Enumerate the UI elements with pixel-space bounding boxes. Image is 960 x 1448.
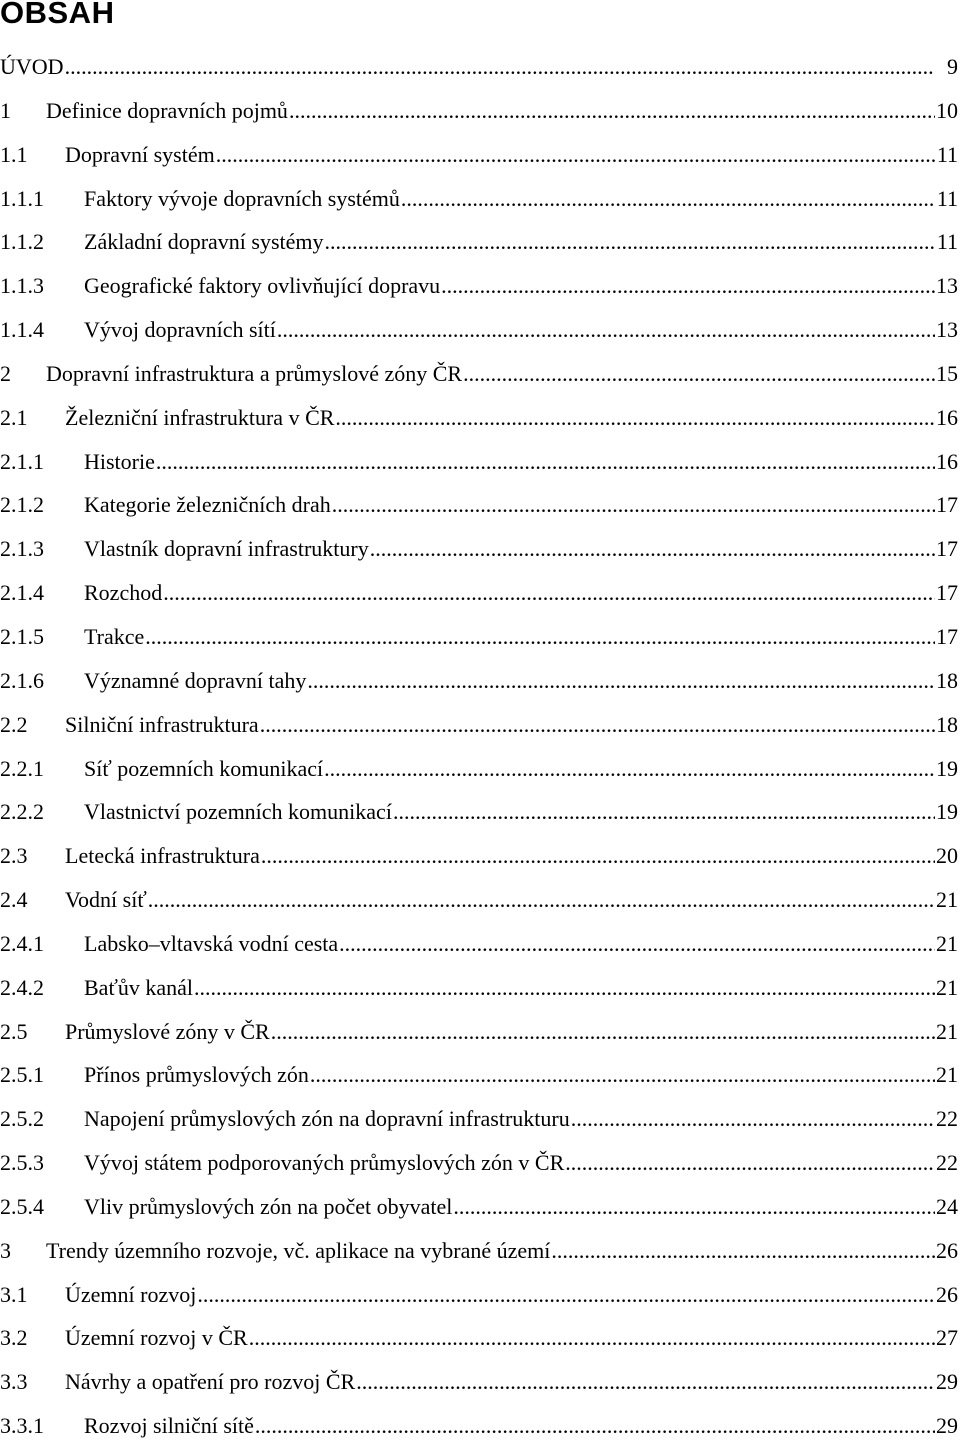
toc-entry-label[interactable]: Rozvoj silniční sítě <box>84 1413 254 1439</box>
toc-entry-number: 2.2.1 <box>0 755 44 781</box>
toc-entry[interactable] <box>0 747 960 791</box>
toc-entry-page-number[interactable]: 21 <box>936 930 958 956</box>
toc-entry-label[interactable]: Kategorie železničních drah <box>84 492 331 518</box>
dot-leader <box>148 878 935 922</box>
dot-leader <box>156 440 935 484</box>
toc-entry-page-number[interactable]: 21 <box>936 1018 958 1044</box>
toc-entry-number: 2.3 <box>0 843 28 869</box>
toc-entry-label[interactable]: Definice dopravních pojmů <box>46 97 288 123</box>
toc-entry-label[interactable]: Trakce <box>84 623 145 649</box>
toc-entry-number: 2.1.1 <box>0 448 44 474</box>
toc-entry[interactable] <box>0 703 960 747</box>
toc-entry[interactable] <box>0 1010 960 1054</box>
toc-entry-page-number[interactable]: 17 <box>936 536 958 562</box>
toc-entry-page-number[interactable]: 29 <box>936 1413 958 1439</box>
dot-leader <box>271 1010 935 1054</box>
toc-entry-number: 1.1 <box>0 141 28 167</box>
toc-entry-number: 1 <box>0 97 11 123</box>
toc-entry-number: 1.1.2 <box>0 229 44 255</box>
toc-entry-number: 2.4 <box>0 887 28 913</box>
toc-entry[interactable] <box>0 1229 960 1273</box>
dot-leader <box>441 264 935 308</box>
toc-entry[interactable] <box>0 1141 960 1185</box>
toc-entry-page-number[interactable]: 21 <box>936 887 958 913</box>
toc-entry[interactable] <box>0 1053 960 1097</box>
dot-leader <box>197 1273 935 1317</box>
toc-entry-page-number[interactable]: 17 <box>936 492 958 518</box>
toc-entry-number: 3.3 <box>0 1369 28 1395</box>
dot-leader <box>194 966 935 1010</box>
toc-entry-label[interactable]: Vývoj státem podporovaných průmyslových zón v ČR <box>84 1150 565 1176</box>
toc-entry[interactable] <box>0 440 960 484</box>
toc-entry[interactable] <box>0 45 960 89</box>
toc-entry-page-number[interactable]: 20 <box>936 843 958 869</box>
toc-entry-label[interactable]: Průmyslové zóny v ČR <box>65 1018 270 1044</box>
toc-entry-page-number[interactable]: 26 <box>936 1237 958 1263</box>
toc-entry-page-number[interactable]: 16 <box>936 448 958 474</box>
toc-entry-page-number[interactable]: 10 <box>936 97 958 123</box>
dot-leader <box>325 220 935 264</box>
toc-entry[interactable] <box>0 571 960 615</box>
toc-entry-page-number[interactable]: 17 <box>936 623 958 649</box>
dot-leader <box>289 89 935 133</box>
toc-entry-label[interactable]: Přínos průmyslových zón <box>84 1062 309 1088</box>
toc-entry[interactable] <box>0 352 960 396</box>
toc-entry-label[interactable]: Územní rozvoj <box>65 1281 197 1307</box>
toc-entry-page-number[interactable]: 16 <box>936 404 958 430</box>
toc-entry-number: 1.1.3 <box>0 273 44 299</box>
dot-leader <box>163 571 935 615</box>
toc-entry-number: 2.5.2 <box>0 1106 44 1132</box>
toc-entry-page-number[interactable]: 19 <box>936 755 958 781</box>
toc-entry-label[interactable]: Dopravní infrastruktura a průmyslové zóny ČR <box>46 360 463 386</box>
dot-leader <box>453 1185 935 1229</box>
toc-entry[interactable] <box>0 483 960 527</box>
toc-entry-label[interactable]: Vodní síť <box>65 887 147 913</box>
toc-entry-page-number[interactable]: 13 <box>936 317 958 343</box>
toc-entry-number: 2.4.2 <box>0 974 44 1000</box>
toc-entry-label[interactable]: Síť pozemních komunikací <box>84 755 324 781</box>
toc-entry-number: 3.3.1 <box>0 1413 44 1439</box>
toc-entry-number: 2.2 <box>0 711 28 737</box>
dot-leader <box>145 615 935 659</box>
dot-leader <box>307 659 935 703</box>
dot-leader <box>335 396 935 440</box>
toc-entry-label[interactable]: Významné dopravní tahy <box>84 667 307 693</box>
toc-entry[interactable] <box>0 1273 960 1317</box>
toc-entry-page-number[interactable]: 15 <box>936 360 958 386</box>
toc-entry[interactable] <box>0 659 960 703</box>
toc-entry-number: 2.5.4 <box>0 1193 44 1219</box>
toc-entry-label[interactable]: Dopravní systém <box>65 141 215 167</box>
toc-entry-label[interactable]: Vlastník dopravní infrastruktury <box>84 536 369 562</box>
toc-entry-number: 2.1.6 <box>0 667 44 693</box>
toc-entry-page-number[interactable]: 24 <box>936 1193 958 1219</box>
toc-entry-label[interactable]: Vlastnictví pozemních komunikací <box>84 799 392 825</box>
dot-leader <box>65 45 935 89</box>
dot-leader <box>393 790 935 834</box>
dot-leader <box>356 1360 935 1404</box>
toc-entry[interactable] <box>0 220 960 264</box>
toc-entry-number: 2.1.5 <box>0 623 44 649</box>
dot-leader <box>277 308 935 352</box>
toc-entry-page-number[interactable]: 18 <box>936 667 958 693</box>
toc-entry-page-number[interactable]: 18 <box>936 711 958 737</box>
toc-entry-number: 2.4.1 <box>0 930 44 956</box>
dot-leader <box>310 1053 935 1097</box>
toc-entry-page-number[interactable]: 9 <box>947 54 958 79</box>
dot-leader <box>255 1404 935 1448</box>
toc-entry[interactable] <box>0 177 960 221</box>
toc-entry[interactable] <box>0 834 960 878</box>
toc-entry-label[interactable]: Trendy územního rozvoje, vč. aplikace na vybrané území <box>46 1237 551 1263</box>
toc-entry-page-number[interactable]: 11 <box>936 185 958 211</box>
dot-leader <box>324 747 935 791</box>
dot-leader <box>339 922 935 966</box>
page-title: OBSAH <box>0 0 115 30</box>
toc-entry-page-number[interactable]: 22 <box>936 1150 958 1176</box>
toc-entry-label[interactable]: Silniční infrastruktura <box>65 711 259 737</box>
toc-entry-number: 1.1.4 <box>0 317 44 343</box>
toc-entry-label[interactable]: Geografické faktory ovlivňující dopravu <box>84 273 441 299</box>
toc-entry-label[interactable]: Faktory vývoje dopravních systémů <box>84 185 400 211</box>
toc-entry[interactable] <box>0 1097 960 1141</box>
dot-leader <box>463 352 935 396</box>
toc-entry-label[interactable]: Vliv průmyslových zón na počet obyvatel <box>84 1193 453 1219</box>
toc-entry-label[interactable]: Labsko–vltavská vodní cesta <box>84 930 339 956</box>
toc-entry-page-number[interactable]: 17 <box>936 580 958 606</box>
toc-entry-number: 2.2.2 <box>0 799 44 825</box>
toc-entry[interactable] <box>0 308 960 352</box>
dot-leader <box>249 1316 935 1360</box>
toc-entry-number: 2.1.4 <box>0 580 44 606</box>
toc-entry-number: 3.1 <box>0 1281 28 1307</box>
toc-entry-number: 1.1.1 <box>0 185 44 211</box>
toc-entry[interactable] <box>0 264 960 308</box>
toc-entry-page-number[interactable]: 19 <box>936 799 958 825</box>
table-of-contents <box>0 45 960 1448</box>
toc-entry-page-number[interactable]: 21 <box>936 1062 958 1088</box>
dot-leader <box>216 133 935 177</box>
dot-leader <box>260 703 935 747</box>
toc-entry-label[interactable]: Návrhy a opatření pro rozvoj ČR <box>65 1369 356 1395</box>
toc-entry[interactable] <box>0 1316 960 1360</box>
dot-leader <box>551 1229 935 1273</box>
toc-entry-page-number[interactable]: 26 <box>936 1281 958 1307</box>
toc-entry-label[interactable]: Napojení průmyslových zón na dopravní infrastrukturu <box>84 1106 570 1132</box>
dot-leader <box>261 834 935 878</box>
toc-entry-number: 3 <box>0 1237 11 1263</box>
toc-entry-label[interactable]: Železniční infrastruktura v ČR <box>65 404 335 430</box>
toc-entry-page-number[interactable]: 13 <box>936 273 958 299</box>
toc-entry-number: 2.1.2 <box>0 492 44 518</box>
toc-entry-number: 2.1 <box>0 404 28 430</box>
toc-entry-number: 3.2 <box>0 1325 28 1351</box>
dot-leader <box>565 1141 935 1185</box>
toc-entry-label[interactable]: Rozchod <box>84 580 163 606</box>
toc-entry[interactable] <box>0 790 960 834</box>
toc-entry[interactable] <box>0 527 960 571</box>
toc-entry-page-number[interactable]: 22 <box>936 1106 958 1132</box>
toc-entry[interactable] <box>0 966 960 1010</box>
toc-entry[interactable] <box>0 133 960 177</box>
toc-entry[interactable] <box>0 615 960 659</box>
toc-entry-label[interactable]: Vývoj dopravních sítí <box>84 317 276 343</box>
toc-entry-label[interactable]: ÚVOD <box>0 54 64 79</box>
toc-entry[interactable] <box>0 878 960 922</box>
toc-entry-label[interactable]: Základní dopravní systémy <box>84 229 324 255</box>
toc-entry-label[interactable]: Letecká infrastruktura <box>65 843 260 869</box>
toc-entry-page-number[interactable]: 11 <box>936 141 958 167</box>
toc-entry-number: 2 <box>0 360 11 386</box>
toc-entry[interactable] <box>0 922 960 966</box>
toc-entry-page-number[interactable]: 11 <box>936 229 958 255</box>
toc-entry-page-number[interactable]: 27 <box>936 1325 958 1351</box>
toc-entry-number: 2.1.3 <box>0 536 44 562</box>
dot-leader <box>571 1097 935 1141</box>
toc-entry[interactable] <box>0 1185 960 1229</box>
toc-entry[interactable] <box>0 1360 960 1404</box>
dot-leader <box>332 483 935 527</box>
toc-entry-label[interactable]: Baťův kanál <box>84 974 193 1000</box>
toc-entry-page-number[interactable]: 29 <box>936 1369 958 1395</box>
toc-entry-number: 2.5.3 <box>0 1150 44 1176</box>
toc-entry-number: 2.5 <box>0 1018 28 1044</box>
toc-entry[interactable] <box>0 396 960 440</box>
toc-entry-page-number[interactable]: 21 <box>936 974 958 1000</box>
toc-entry[interactable] <box>0 1404 960 1448</box>
toc-entry-label[interactable]: Územní rozvoj v ČR <box>65 1325 248 1351</box>
dot-leader <box>401 177 935 221</box>
toc-entry-label[interactable]: Historie <box>84 448 155 474</box>
toc-entry[interactable] <box>0 89 960 133</box>
dot-leader <box>370 527 935 571</box>
toc-entry-number: 2.5.1 <box>0 1062 44 1088</box>
